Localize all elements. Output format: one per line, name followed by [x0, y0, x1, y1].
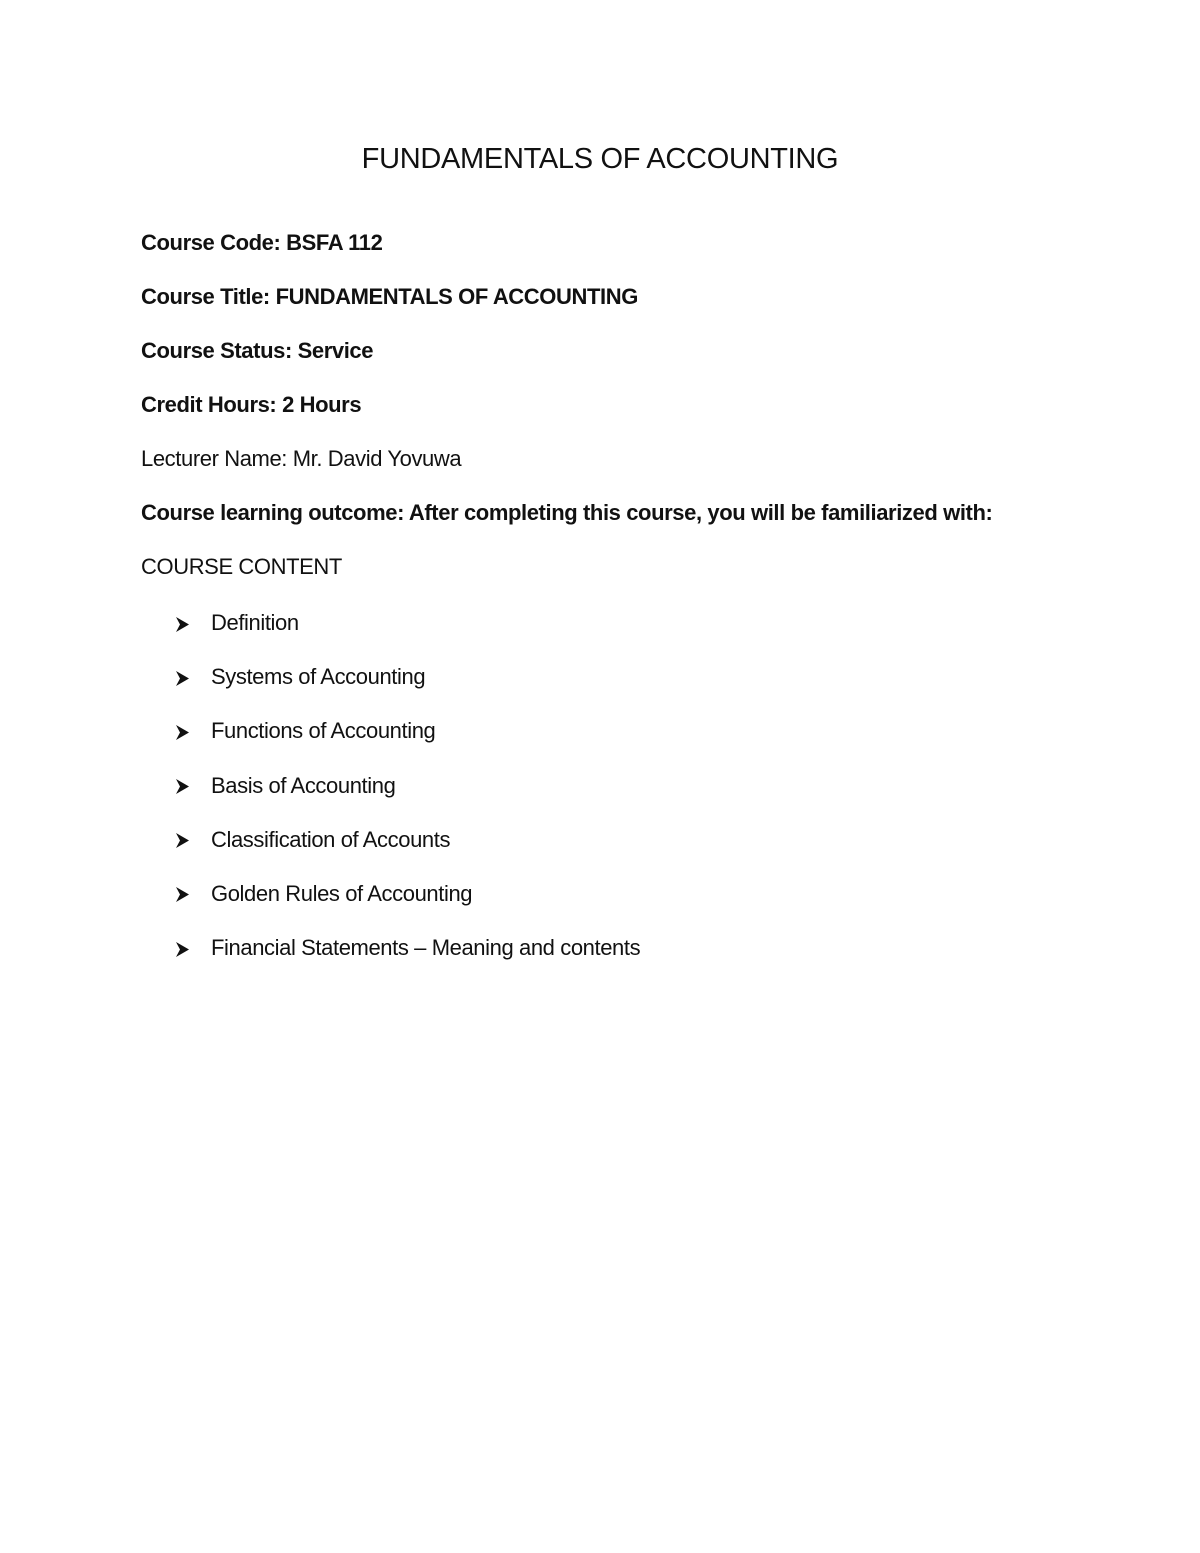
document-title: FUNDAMENTALS OF ACCOUNTING	[361, 143, 839, 175]
list-item-label: Financial Statements – Meaning and contents	[211, 935, 641, 961]
course-details	[141, 228, 1101, 606]
arrow-bullet-icon	[174, 614, 211, 633]
course-title: Course Title: FUNDAMENTALS OF ACCOUNTING	[141, 284, 638, 309]
arrow-bullet-icon	[174, 668, 211, 687]
course-code: Course Code: BSFA 112	[141, 230, 383, 255]
list-item-label: Basis of Accounting	[211, 772, 396, 798]
list-item-label: Classification of Accounts	[211, 826, 451, 852]
list-item	[174, 825, 640, 855]
list-item-label: Functions of Accounting	[211, 718, 436, 744]
list-item	[174, 608, 640, 638]
arrow-bullet-icon	[174, 830, 211, 849]
list-item	[174, 662, 640, 692]
credit-hours: Credit Hours: 2 Hours	[141, 392, 362, 417]
course-content-list	[174, 608, 640, 987]
course-learning-outcome: Course learning outcome: After completing this course, you will be familiarized with:	[141, 500, 993, 525]
arrow-bullet-icon	[174, 939, 211, 958]
arrow-bullet-icon	[174, 722, 211, 741]
list-item	[174, 933, 640, 963]
list-item-label: Systems of Accounting	[211, 664, 426, 690]
lecturer-name: Lecturer Name: Mr. David Yovuwa	[141, 446, 462, 471]
course-content-heading: COURSE CONTENT	[141, 554, 342, 579]
list-item	[174, 716, 640, 746]
arrow-bullet-icon	[174, 776, 211, 795]
course-status: Course Status: Service	[141, 338, 374, 363]
list-item-label: Definition	[211, 610, 299, 635]
list-item-label: Golden Rules of Accounting	[211, 880, 473, 906]
arrow-bullet-icon	[174, 884, 211, 903]
list-item	[174, 771, 640, 801]
list-item	[174, 879, 640, 909]
